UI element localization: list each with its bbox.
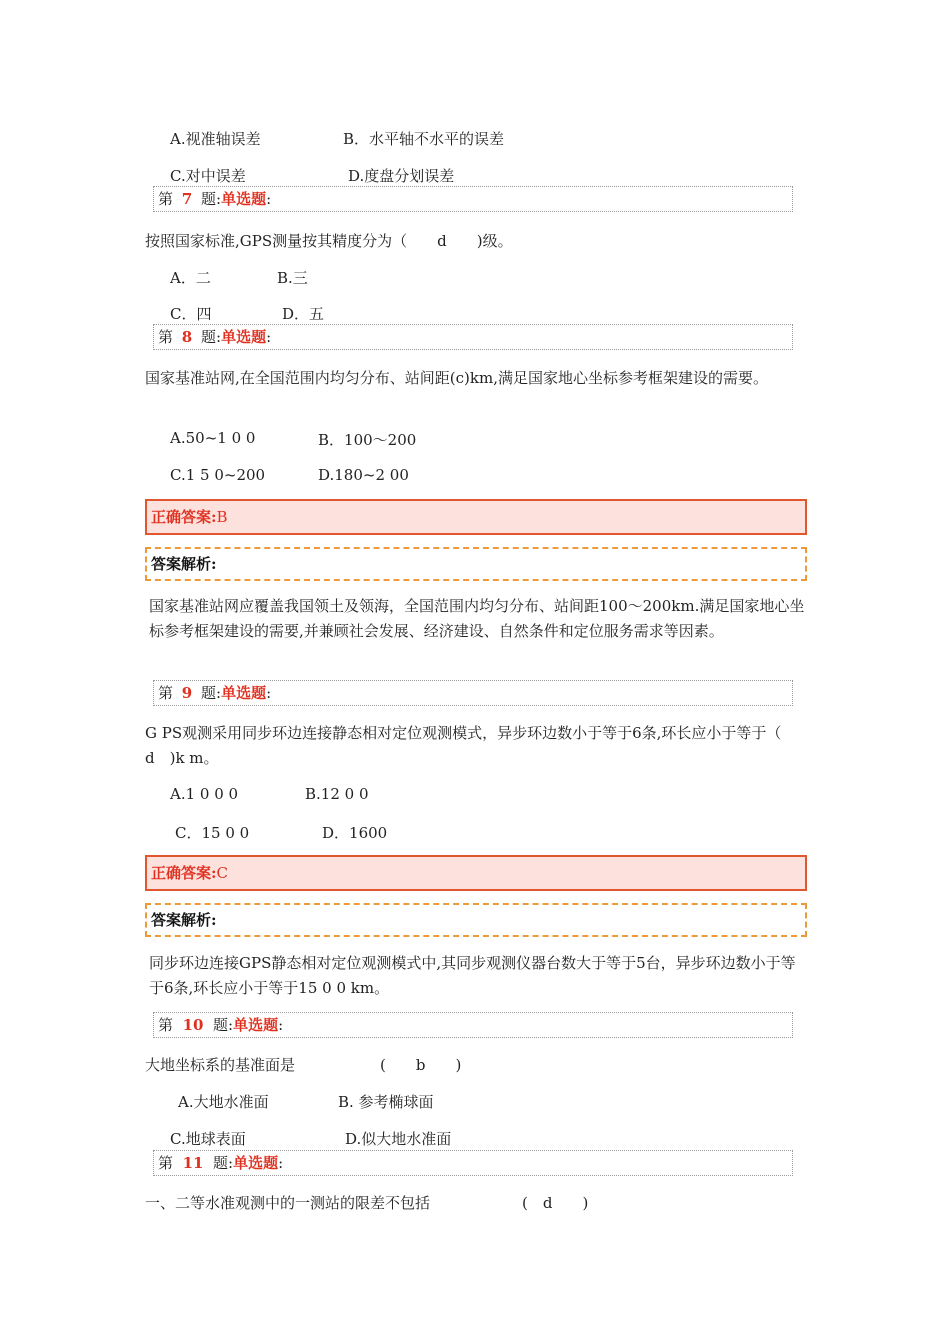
q-suffix: 题: [213, 1154, 234, 1172]
answer-value: B [216, 508, 228, 526]
q-prefix: 第 [158, 190, 174, 208]
q-prefix: 第 [158, 684, 174, 702]
q-suffix: 题: [201, 684, 222, 702]
question-10-header [153, 1012, 793, 1038]
q8-option-a: A.50~1 0 0 [170, 429, 256, 447]
q7-option-d: D．五 [282, 305, 325, 323]
q-colon: : [266, 328, 272, 346]
question-9-header [153, 680, 793, 706]
question-number: 10 [182, 1016, 204, 1034]
question-9-stem: G PS观测采用同步环边连接静态相对定位观测模式，异步环边数小于等于6条,环长应小于等于（ d )k m。 [145, 724, 797, 767]
q-colon: : [266, 684, 272, 702]
q10-option-d: D.似大地水准面 [345, 1130, 452, 1148]
question-11-answer-paren: ( d ) [522, 1194, 589, 1212]
question-type: 单选题 [221, 684, 267, 702]
q-prefix: 第 [158, 1154, 174, 1172]
q7-option-c: C．四 [170, 305, 212, 323]
q8-option-c: C.1 5 0~200 [170, 466, 266, 484]
question-8-stem: 国家基准站网,在全国范围内均匀分布、站间距(c)km,满足国家地心坐标参考框架建设的需要。 [145, 369, 768, 387]
answer-label: 正确答案: [151, 864, 217, 882]
q-suffix: 题: [201, 328, 222, 346]
question-type: 单选题 [233, 1154, 279, 1172]
q-colon: : [278, 1016, 284, 1034]
question-type: 单选题 [233, 1016, 279, 1034]
question-number: 8 [181, 328, 193, 346]
q-suffix: 题: [213, 1016, 234, 1034]
analysis-label: 答案解析: [151, 555, 217, 573]
question-type: 单选题 [221, 328, 267, 346]
q9-correct-answer [145, 855, 807, 891]
answer-label: 正确答案: [151, 508, 217, 526]
question-type: 单选题 [221, 190, 267, 208]
question-number: 7 [181, 190, 193, 208]
question-11-stem: 一、二等水准观测中的一测站的限差不包括 [145, 1194, 431, 1212]
q10-option-b: B. 参考椭球面 [338, 1093, 434, 1111]
q8-correct-answer [145, 499, 807, 535]
q8-analysis-header [145, 547, 807, 581]
q-suffix: 题: [201, 190, 222, 208]
q9-option-a: A.1 0 0 0 [170, 785, 239, 803]
q9-option-b: B.12 0 0 [305, 785, 369, 803]
q6-option-d: D.度盘分划误差 [348, 167, 455, 185]
question-number: 9 [181, 684, 193, 702]
question-10-stem: 大地坐标系的基准面是 [145, 1056, 296, 1074]
q8-option-d: D.180~2 00 [318, 466, 409, 484]
q6-option-b: B．水平轴不水平的误差 [343, 130, 505, 148]
q9-option-d: D．1600 [322, 824, 388, 842]
q10-option-a: A.大地水准面 [178, 1093, 269, 1111]
q8-analysis-text: 国家基准站网应覆盖我国领土及领海，全国范围内均匀分布、站间距100～200km.满足国家地心坐标参考框架建设的需要,并兼顾社会发展、经济建设、自然条件和定位服务需求等因素。 [149, 597, 805, 640]
q6-option-c: C.对中误差 [170, 167, 246, 185]
q9-analysis-text: 同步环边连接GPS静态相对定位观测模式中,其同步观测仪器台数大于等于5台，异步环边数小于等于6条,环长应小于等于15 0 0 km。 [149, 954, 796, 997]
q6-option-a: A.视准轴误差 [170, 130, 261, 148]
q9-option-c: C．15 0 0 [175, 824, 250, 842]
question-10-answer-paren: ( b ) [380, 1056, 462, 1074]
q10-option-c: C.地球表面 [170, 1130, 246, 1148]
answer-value: C [216, 864, 229, 882]
question-11-header [153, 1150, 793, 1176]
question-7-stem: 按照国家标准,GPS测量按其精度分为（ d )级。 [145, 232, 513, 250]
q-prefix: 第 [158, 328, 174, 346]
q8-option-b: B．100～200 [318, 431, 417, 449]
q7-option-a: A．二 [170, 269, 211, 287]
analysis-label: 答案解析: [151, 911, 217, 929]
q9-analysis-header [145, 903, 807, 937]
question-8-header [153, 324, 793, 350]
q-prefix: 第 [158, 1016, 174, 1034]
q-colon: : [278, 1154, 284, 1172]
question-number: 11 [182, 1154, 204, 1172]
q7-option-b: B.三 [277, 269, 308, 287]
q-colon: : [266, 190, 272, 208]
question-7-header [153, 186, 793, 212]
